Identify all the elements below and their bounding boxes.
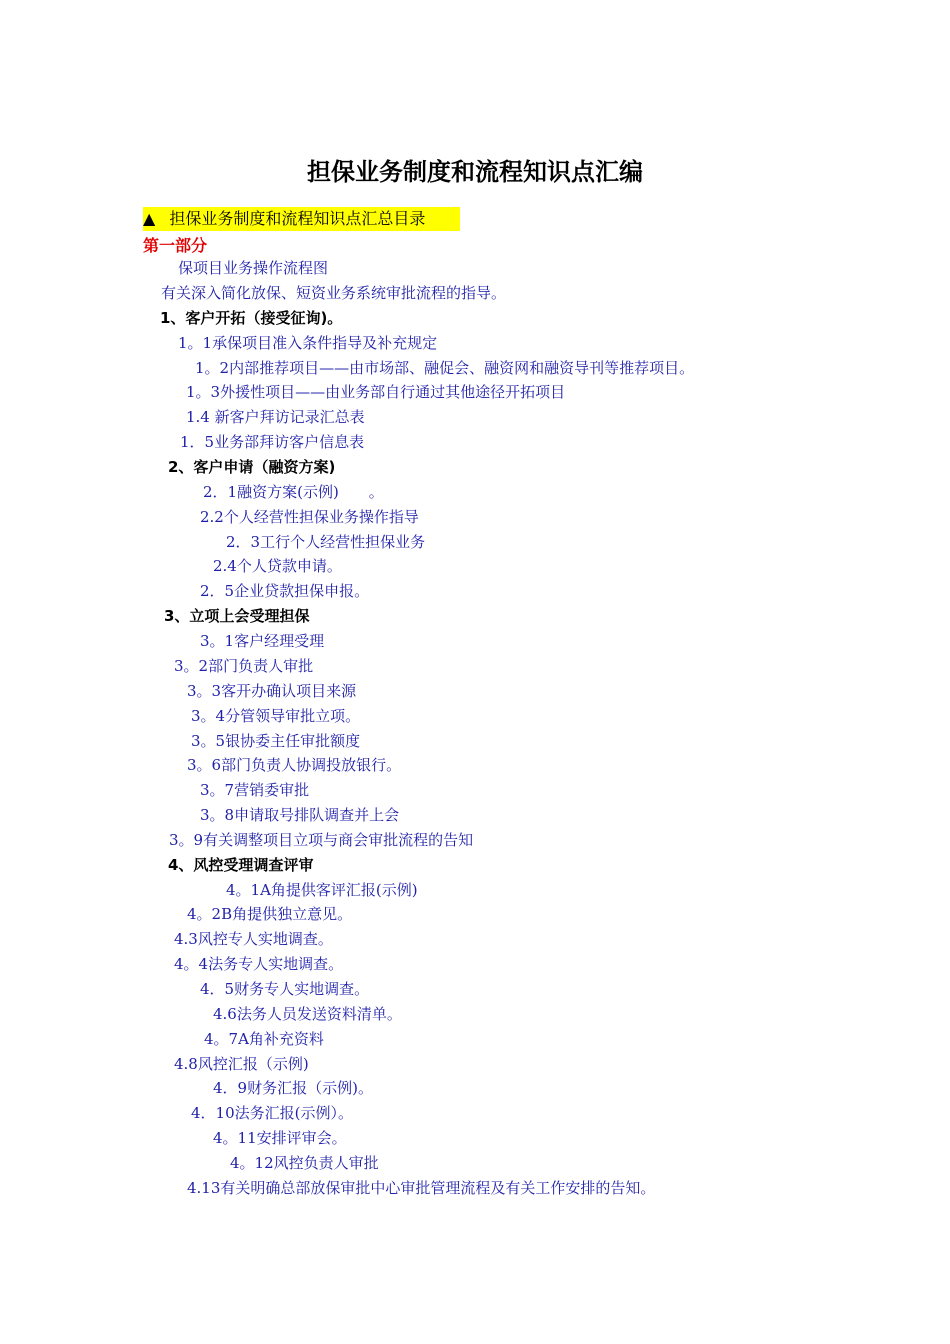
toc-heading-text: 担保业务制度和流程知识点汇总目录: [169, 209, 426, 228]
toc-line: 3。1客户经理受理: [200, 632, 325, 650]
toc-line: 3。7营销委审批: [200, 781, 310, 799]
toc-line: 4。1A角提供客评汇报(示例): [226, 881, 418, 899]
section-heading: 1、客户开拓（接受征询)。: [160, 309, 343, 327]
section-heading: 4、风控受理调查评审: [168, 856, 314, 874]
toc-line: 3。3客开办确认项目来源: [187, 682, 357, 700]
toc-line: 保项目业务操作流程图: [178, 259, 329, 277]
toc-line: 3。8申请取号排队调查并上会: [200, 806, 400, 824]
toc-line: 4。12风控负责人审批: [230, 1154, 379, 1172]
toc-line: 3。4分管领导审批立项。: [191, 707, 361, 725]
toc-line: 4．9财务汇报（示例)。: [213, 1079, 373, 1097]
toc-line: 3。6部门负责人协调投放银行。: [187, 756, 402, 774]
toc-line: 1。2内部推荐项目——由市场部、融促会、融资网和融资导刊等推荐项目。: [195, 359, 695, 377]
toc-line: 1。1承保项目准入条件指导及补充规定: [178, 334, 438, 352]
toc-line: 4.13有关明确总部放保审批中心审批管理流程及有关工作安排的告知。: [187, 1179, 656, 1197]
toc-line: 1.4 新客户拜访记录汇总表: [186, 408, 365, 426]
toc-line: 2.2个人经营性担保业务操作指导: [200, 508, 419, 526]
toc-line: 4。7A角补充资料: [204, 1030, 324, 1048]
section-heading: 3、立项上会受理担保: [164, 607, 310, 625]
toc-line: 4。11安排评审会。: [213, 1129, 347, 1147]
toc-line: 2.4个人贷款申请。: [213, 557, 342, 575]
toc-line: 2．3工行个人经营性担保业务: [226, 533, 426, 551]
section-heading: 2、客户申请（融资方案): [168, 458, 336, 476]
toc-line: 有关深入简化放保、短资业务系统审批流程的指导。: [161, 284, 507, 302]
part-label: 第一部分: [143, 236, 208, 255]
toc-heading: [143, 207, 460, 231]
toc-line: 3。2部门负责人审批: [174, 657, 314, 675]
toc-line: 1．5业务部拜访客户信息表: [180, 433, 365, 451]
toc-line: 2．1融资方案(示例) 。: [203, 483, 384, 501]
toc-line: 2．5企业贷款担保申报。: [200, 582, 370, 600]
toc-line: 4．5财务专人实地调查。: [200, 980, 370, 998]
toc-line: 4.8风控汇报（示例): [174, 1055, 309, 1073]
toc-line: 1。3外援性项目——由业务部自行通过其他途径开拓项目: [186, 383, 566, 401]
toc-line: 4.3风控专人实地调查。: [174, 930, 333, 948]
toc-line: 4。2B角提供独立意见。: [187, 905, 353, 923]
toc-line: 4。4法务专人实地调查。: [174, 955, 344, 973]
triangle-marker-icon: ▲: [143, 209, 156, 228]
toc-line: 4.6法务人员发送资料清单。: [213, 1005, 402, 1023]
toc-line: 4．10法务汇报(示例）。: [191, 1104, 353, 1122]
toc-line: 3。9有关调整项目立项与商会审批流程的告知: [169, 831, 474, 849]
document-title: 担保业务制度和流程知识点汇编: [307, 158, 643, 186]
toc-line: 3。5银协委主任审批额度: [191, 732, 361, 750]
